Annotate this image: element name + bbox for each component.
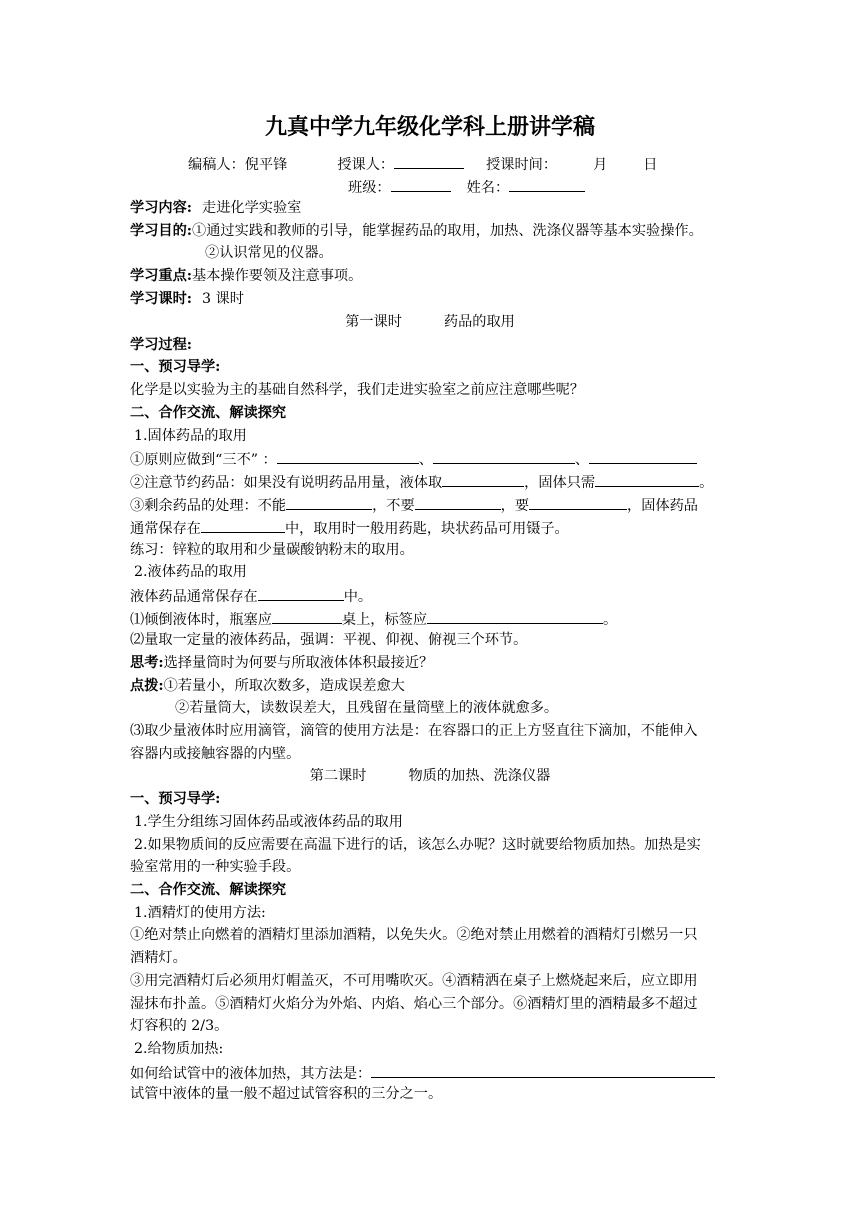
- hint-label: 点拨:: [130, 678, 164, 694]
- liquid-head: 2.液体药品的取用: [134, 564, 247, 580]
- study-hours: [130, 289, 730, 309]
- store-text-b: 中，取用时一般用药匙，块状药品可用镊子。: [284, 521, 569, 537]
- pour-blank-1[interactable]: [272, 608, 342, 624]
- rest-text-b: ，不要: [372, 498, 415, 514]
- focus-label: 学习重点:: [130, 268, 192, 284]
- lesson1-heading-b: 药品的取用: [443, 314, 515, 330]
- think-text: 选择量筒时为何要与所取液体体积最接近？: [163, 655, 434, 671]
- hours-value: 3 课时: [202, 291, 244, 307]
- goal-label: 学习目的:: [130, 223, 192, 239]
- editor-label: 编稿人：: [188, 157, 245, 173]
- rule-blank-2[interactable]: [433, 448, 575, 464]
- day-label: 日: [643, 157, 658, 173]
- hours-label: 学习课时:: [130, 291, 192, 307]
- teacher-blank[interactable]: [394, 153, 464, 169]
- content-value: 走进化学实验室: [202, 200, 302, 216]
- rule-text: ①原则应做到“三不” ：: [130, 452, 277, 468]
- rule-sep-2: 、: [574, 452, 590, 468]
- measure-line: ⑵量取一定量的液体药品，强调：平视、仰视、俯视三个环节。: [130, 632, 528, 648]
- time-label: 授课时间：: [486, 157, 558, 173]
- pour-blank-2[interactable]: [427, 608, 603, 624]
- focus-value: 基本操作要领及注意事项。: [192, 268, 363, 284]
- heat-note: 试管中液体的量一般不超过试管容积的三分之一。: [130, 1086, 443, 1102]
- pre-2b: 验室常用的一种实验手段。: [130, 859, 301, 875]
- rule-line: [130, 448, 730, 468]
- goal-1: ①通过实践和教师的引导，能掌握药品的取用，加热、洗涤仪器等基本实验操作。: [192, 223, 703, 239]
- rule-blank-3[interactable]: [589, 448, 697, 464]
- lesson2-heading-b: 物质的加热、洗涤仪器: [408, 768, 551, 784]
- pre-1: 1.学生分组练习固体药品或液体药品的取用: [134, 814, 403, 830]
- study-focus: [130, 266, 730, 286]
- practice-line: 练习：锌粒的取用和少量碳酸钠粉末的取用。: [130, 542, 414, 558]
- document-title: 九真中学九年级化学科上册讲学稿: [264, 115, 595, 140]
- dropper-line-2: 容器内或接触容器的内壁。: [130, 746, 301, 762]
- rule-sep-1: 、: [418, 452, 433, 468]
- liquid-blank[interactable]: [258, 585, 344, 601]
- heat-question: 如何给试管中的液体加热，其方法是：: [130, 1066, 372, 1082]
- lamp-2b: 湿抹布扑盖。⑤酒精灯火焰分为外焰、内焰、焰心三个部分。⑥酒精灯里的酒精最多不超过: [130, 996, 698, 1012]
- think-line: [130, 653, 730, 673]
- lamp-2a: ③用完酒精灯后必须用灯帽盖灭，不可用嘴吹灭。④酒精洒在桌子上燃烧起来后，应立即用: [130, 973, 698, 989]
- save-text-b: ，固体只需: [524, 475, 596, 491]
- l1-section1-head: 一、预习导学:: [130, 359, 221, 375]
- save-end: 。: [699, 475, 714, 491]
- header-row-2: [348, 176, 648, 196]
- study-goal: [130, 221, 730, 241]
- store-line: [130, 517, 730, 537]
- l1-section1-text: 化学是以实验为主的基础自然科学，我们走进实验室之前应注意哪些呢？: [130, 382, 585, 398]
- liquid-text-a: 液体药品通常保存在: [130, 589, 258, 605]
- heat-blank[interactable]: [371, 1062, 715, 1078]
- lesson1-heading-a: 第一课时: [345, 314, 402, 330]
- rest-text-c: ，要: [500, 498, 530, 514]
- name-label: 姓名：: [466, 180, 510, 196]
- rest-text-a: ③剩余药品的处理：不能: [130, 498, 287, 514]
- editor-name: 倪平锋: [244, 157, 288, 173]
- lamp-head: 1.酒精灯的使用方法:: [134, 905, 266, 921]
- hint-1: ①若量小，所取次数多，造成误差愈大: [163, 678, 405, 694]
- rest-line: [130, 494, 730, 514]
- name-blank[interactable]: [509, 176, 585, 192]
- study-content: [130, 198, 730, 218]
- header-row-1: [188, 153, 748, 173]
- class-blank[interactable]: [391, 176, 451, 192]
- heat-question-line: [130, 1062, 730, 1082]
- think-label: 思考:: [130, 655, 164, 671]
- pour-line: [130, 608, 730, 628]
- l2-section1-head: 一、预习导学:: [130, 791, 221, 807]
- lesson2-heading: [0, 766, 860, 786]
- lesson1-heading: [0, 312, 860, 332]
- teacher-label: 授课人：: [337, 157, 395, 173]
- rule-blank-1[interactable]: [277, 448, 419, 464]
- save-line: [130, 471, 730, 491]
- process-label: 学习过程:: [130, 337, 192, 353]
- rest-blank-2[interactable]: [415, 494, 501, 510]
- content-label: 学习内容:: [130, 200, 192, 216]
- solid-head: 1.固体药品的取用: [134, 428, 247, 444]
- liquid-text-b: 中。: [343, 589, 373, 605]
- heat-head: 2.给物质加热:: [134, 1041, 224, 1057]
- lesson2-heading-a: 第二课时: [309, 768, 367, 784]
- rest-blank-3[interactable]: [529, 494, 627, 510]
- lamp-2c: 灯容积的 2/3。: [130, 1018, 229, 1034]
- lamp-1b: 酒精灯。: [130, 950, 187, 966]
- hint-line-1: [130, 676, 730, 696]
- pre-2a: 2.如果物质间的反应需要在高温下进行的话，该怎么办呢？这时就要给物质加热。加热是实: [134, 837, 701, 853]
- pour-end: 。: [603, 612, 618, 628]
- rest-blank-1[interactable]: [286, 494, 372, 510]
- l2-section2-head: 二、合作交流、解读探究: [130, 882, 287, 898]
- month-label: 月: [593, 157, 608, 173]
- rest-text-d: ，固体药品: [627, 498, 698, 514]
- pour-text-b: 桌上，标签应: [341, 612, 428, 628]
- lamp-1a: ①绝对禁止向燃着的酒精灯里添加酒精，以免失火。②绝对禁止用燃着的酒精灯引燃另一只: [130, 927, 698, 943]
- store-text-a: 通常保存在: [130, 521, 201, 537]
- save-text-a: ②注意节约药品：如果没有说明药品用量，液体取: [130, 475, 443, 491]
- goal-2-line: [205, 243, 805, 263]
- save-blank-1[interactable]: [442, 471, 524, 487]
- l1-section2-head: 二、合作交流、解读探究: [130, 405, 287, 421]
- liquid-store-line: [130, 585, 730, 605]
- hint-line-2: ②若量筒大，读数误差大，且残留在量筒壁上的液体就愈多。: [175, 700, 559, 716]
- dropper-line-1: ⑶取少量液体时应用滴管，滴管的使用方法是：在容器口的正上方竖直往下滴加，不能伸入: [130, 723, 698, 739]
- pour-text-a: ⑴倾倒液体时，瓶塞应: [130, 612, 272, 628]
- class-label: 班级：: [348, 180, 391, 196]
- store-blank[interactable]: [201, 517, 285, 533]
- goal-2: ②认识常见的仪器。: [205, 245, 333, 261]
- save-blank-2[interactable]: [595, 471, 699, 487]
